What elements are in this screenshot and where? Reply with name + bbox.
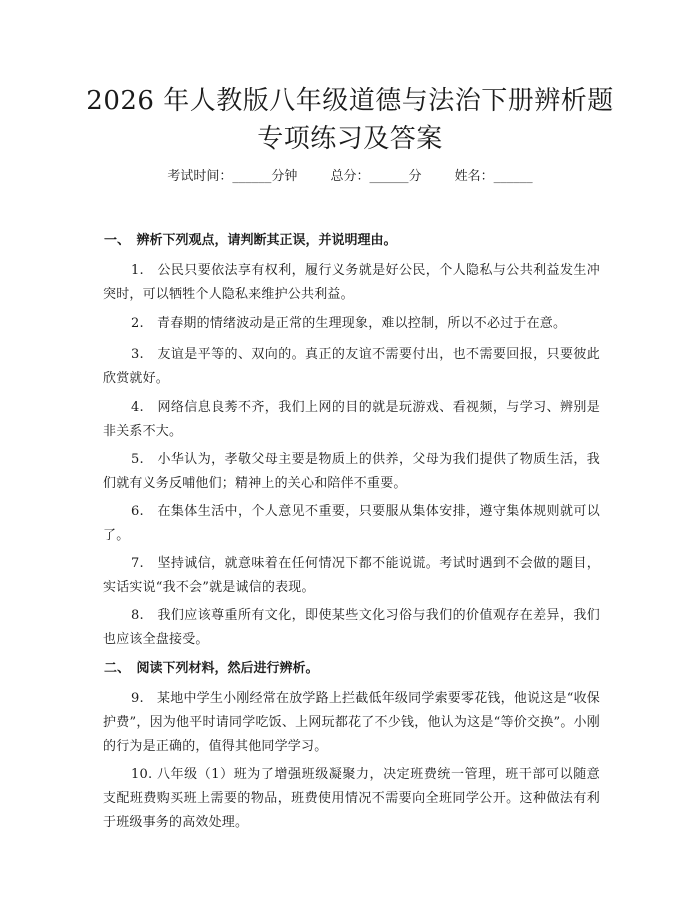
question-3: 3. 友谊是平等的、双向的。真正的友谊不需要付出，也不需要回报，只要彼此欣赏就好。 <box>103 347 600 386</box>
section-heading-2: 二、 阅读下列材料，然后进行辨析。 <box>104 661 319 676</box>
section-heading-1: 一、 辨析下列观点，请判断其正误，并说明理由。 <box>104 233 397 248</box>
exam-info-row <box>0 167 700 187</box>
question-8: 8. 我们应该尊重所有文化，即使某些文化习俗与我们的价值观存在差异，我们也应该全盘接受。 <box>103 608 600 647</box>
question-10: 10. 八年级（1）班为了增强班级凝聚力，决定班费统一管理，班干部可以随意支配班费购买班上需要的物品，班费使用情况不需要向全班同学公开。这种做法有利于班级事务的高效处理。 <box>103 767 600 830</box>
question-9: 9. 某地中学生小刚经常在放学路上拦截低年级同学索要零花钱，他说这是“收保护费”，因为他平时请同学吃饭、上网玩都花了不少钱，他认为这是“等价交换”。小刚的行为是正确的，值得其他同学学习。 <box>103 691 600 754</box>
document-title-line-1: 2026 年人教版八年级道德与法治下册辨析题 <box>86 86 614 116</box>
question-2: 2. 青春期的情绪波动是正常的生理现象，难以控制，所以不必过于在意。 <box>131 316 567 331</box>
question-6: 6. 在集体生活中，个人意见不重要，只要服从集体安排，遵守集体规则就可以了。 <box>103 504 600 543</box>
document-title-line-2: 专项练习及答案 <box>257 124 443 154</box>
exam-time-field: 考试时间：______分钟 <box>167 169 298 184</box>
question-7: 7. 坚持诚信，就意味着在任何情况下都不能说谎。考试时遇到不会做的题目，实话实说“我不会”就是诚信的表现。 <box>103 556 600 595</box>
question-5: 5. 小华认为，孝敬父母主要是物质上的供养，父母为我们提供了物质生活，我们就有义务反哺他们；精神上的关心和陪伴不重要。 <box>103 452 600 491</box>
exam-score-field: 总分：______分 <box>330 169 422 184</box>
question-1: 1. 公民只要依法享有权利，履行义务就是好公民，个人隐私与公共利益发生冲突时，可以牺牲个人隐私来维护公共利益。 <box>103 263 600 302</box>
question-4: 4. 网络信息良莠不齐，我们上网的目的就是玩游戏、看视频，与学习、辨别是非关系不大。 <box>103 400 600 439</box>
exam-name-field: 姓名：______ <box>454 169 533 184</box>
